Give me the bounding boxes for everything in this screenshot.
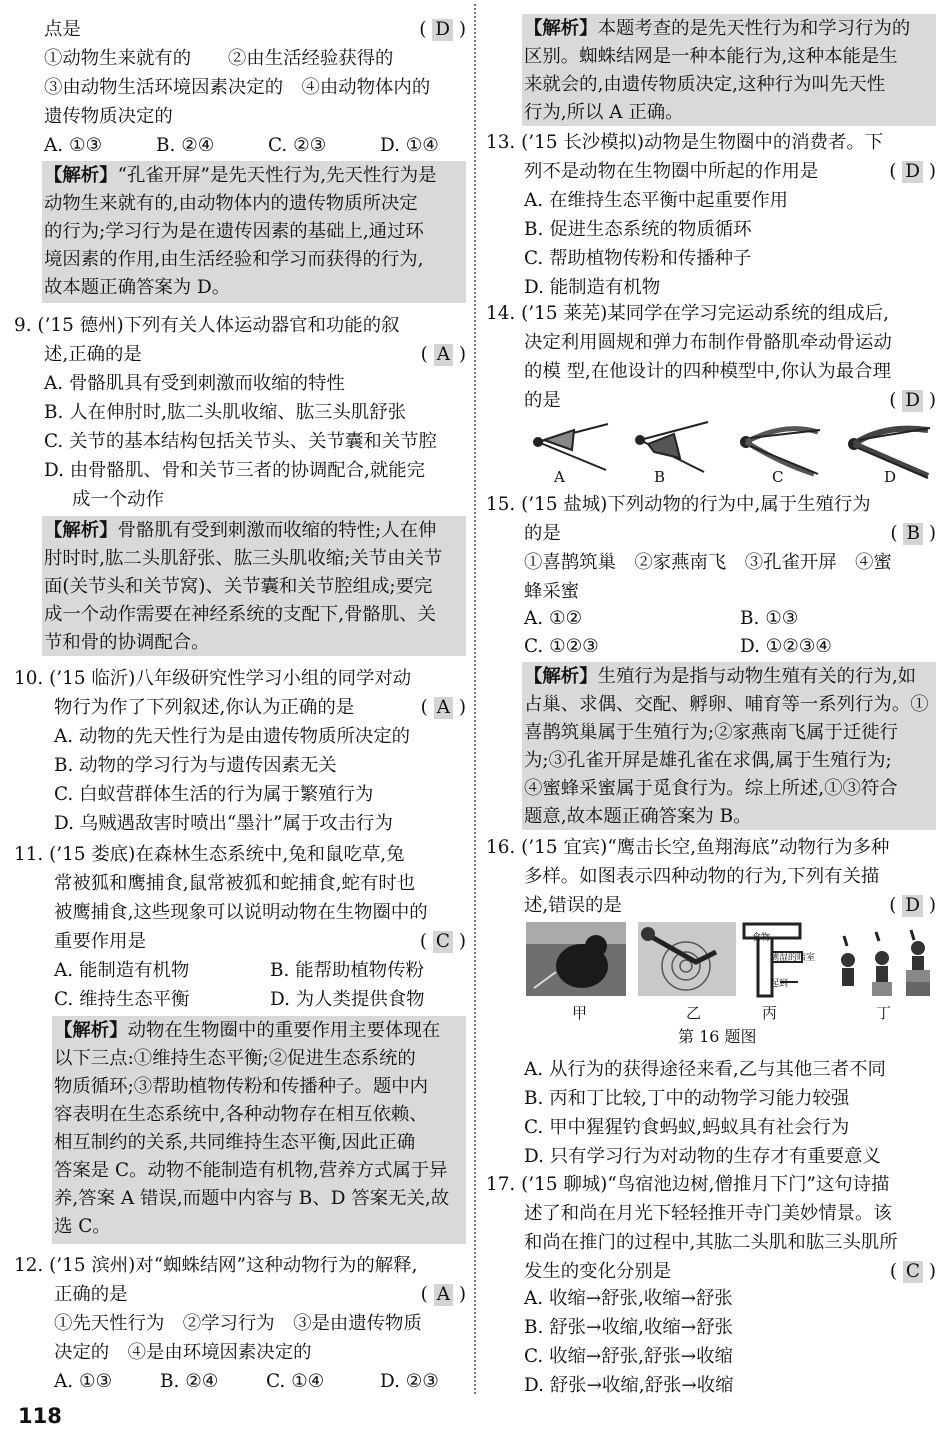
q16-figure-caption: 第 16 题图	[678, 1027, 757, 1046]
q8-stem-tail	[44, 15, 466, 44]
q11-stem-text: 重要作用是	[54, 931, 146, 952]
analysis-line: 行为,所以 A 正确。	[524, 102, 684, 123]
q14-answer-value: D	[902, 390, 923, 412]
q14-figure-compass-models	[524, 418, 936, 484]
q17-stem: 和尚在推门的过程中,其肱二头肌和肱三头肌所	[524, 1232, 898, 1253]
q16-stem: 16. (’15 宜宾)“鹰击长空,鱼翔海底”动物行为多种	[486, 837, 890, 858]
q16-figure-inner-text: 测湿的暗室	[770, 953, 816, 963]
q11-choice-d: D. 为人类提供食物	[270, 989, 425, 1010]
q14-stem-line4	[524, 386, 936, 415]
analysis-line: 养,答案 A 错误,而题中内容与 B、D 答案无关,故	[54, 1188, 450, 1209]
model-b-drawing	[636, 422, 708, 472]
q10-stem-text: 物行为作了下列叙述,你认为正确的是	[54, 697, 355, 718]
q17-option: A. 收缩→舒张,收缩→舒张	[524, 1288, 733, 1309]
analysis-tag: 【解析】	[524, 18, 598, 39]
q17-stem-text: 发生的变化分别是	[524, 1261, 672, 1282]
q8-options-line: 遗传物质决定的	[44, 106, 173, 127]
q8-options-line: ③由动物生活环境因素决定的 ④由动物体内的	[44, 77, 431, 98]
q13-answer: ( D )	[889, 161, 936, 182]
q16-figure-label-jia: 甲	[572, 1004, 588, 1022]
q10-option: D. 乌贼遇敌害时喷出“墨汁”属于攻击行为	[54, 813, 393, 834]
q16-figure-label-yi: 乙	[686, 1004, 702, 1022]
analysis-tag: 【解析】	[44, 520, 118, 541]
analysis-line: 成一个动作需要在神经系统的支配下,骨骼肌、关	[44, 604, 437, 625]
q8-answer: ( D )	[419, 19, 466, 40]
q16-figure-animal-behaviors	[526, 922, 936, 998]
q8-choices	[44, 131, 466, 160]
q11-choice-c: C. 维持生态平衡	[54, 989, 190, 1010]
analysis-line: 占巢、求偶、交配、孵卵、哺育等一系列行为。①	[524, 694, 929, 715]
figure-jia-chimp-fishing	[526, 922, 626, 996]
q14-figure-label-b: B	[654, 468, 666, 486]
q11-choice-b: B. 能帮助植物传粉	[270, 960, 424, 981]
q17-option: C. 收缩→舒张,舒张→收缩	[524, 1346, 733, 1367]
q10-answer: ( A )	[420, 697, 466, 718]
q12-stem: 12. (’15 滨州)对“蜘蛛结网”这种动物行为的解释,	[14, 1255, 418, 1276]
q14-answer: ( D )	[889, 390, 936, 411]
q15-choice-d: D. ①②③④	[740, 636, 832, 657]
q8-choice-a: A. ①③	[44, 135, 102, 156]
q9-option: 成一个动作	[72, 489, 164, 510]
q16-figure-label-bing: 丙	[762, 1004, 778, 1022]
q17-stem-line4	[524, 1257, 936, 1286]
q12-answer-value: A	[434, 1284, 453, 1306]
q15-answer-value: B	[903, 523, 923, 545]
analysis-line: 为;③孔雀开屏是雄孔雀在求偶,属于生殖行为;	[524, 750, 892, 771]
q16-figure-inner-text: 食物	[752, 933, 771, 943]
figure-yi-spider-web	[638, 922, 736, 996]
q16-option: C. 甲中猩猩钓食蚂蚁,蚂蚁具有社会行为	[524, 1117, 850, 1138]
analysis-line: 【解析】骨骼肌有受到刺激而收缩的特性;人在伸	[44, 520, 437, 541]
q17-option: B. 舒张→收缩,收缩→舒张	[524, 1317, 733, 1338]
q8-stem-text: 点是	[44, 19, 81, 40]
q12-stem-text: 正确的是	[54, 1284, 128, 1305]
q15-stem-line2	[524, 519, 936, 548]
q8-choice-d: D. ①④	[380, 135, 439, 156]
q14-stem-text: 的是	[524, 390, 561, 411]
analysis-line: 题意,故本题正确答案为 B。	[524, 806, 752, 827]
q13-answer-value: D	[902, 161, 923, 183]
figure-ding-chimps-boxes	[841, 930, 930, 996]
q16-stem-line3	[524, 891, 936, 920]
q8-answer-value: D	[432, 19, 453, 41]
q14-figure-label-c: C	[772, 468, 784, 486]
page-number: 118	[18, 1404, 62, 1428]
q8-options-line: ①动物生来就有的 ②由生活经验获得的	[44, 48, 394, 69]
q12-choice-c: C. ①④	[266, 1371, 325, 1392]
q17-stem: 17. (’15 聊城)“鸟宿池边树,僧推月下门”这句诗描	[486, 1174, 890, 1195]
q13-option: B. 促进生态系统的物质循环	[524, 219, 752, 240]
q16-answer: ( D )	[889, 895, 936, 916]
q11-stem: 11. (’15 娄底)在森林生态系统中,兔和鼠吃草,兔	[14, 844, 405, 865]
q11-choice-a: A. 能制造有机物	[54, 960, 190, 981]
q9-answer-value: A	[434, 344, 453, 366]
q14-stem: 决定利用圆规和弹力布制作骨骼肌牵动骨运动	[524, 332, 892, 353]
analysis-line: 动物生来就有的,由动物体内的遗传物质所决定	[44, 193, 418, 214]
analysis-tag: 【解析】	[524, 666, 598, 687]
q9-stem: 9. (’15 德州)下列有关人体运动器官和功能的叙	[14, 315, 400, 336]
analysis-line: 相互制约的关系,共同维持生态平衡,因此正确	[54, 1132, 416, 1153]
q15-choice-a: A. ①②	[524, 608, 582, 629]
q13-option: A. 在维持生态平衡中起重要作用	[524, 190, 789, 211]
analysis-tag: 【解析】	[44, 165, 118, 186]
analysis-line: 节和骨的协调配合。	[44, 632, 210, 653]
analysis-line: 选 C。	[54, 1216, 111, 1237]
q11-analysis-box	[52, 1016, 466, 1244]
q9-analysis-box	[42, 516, 466, 656]
analysis-line: 容表明在生态系统中,各种动物存在相互依赖、	[54, 1104, 428, 1125]
column-divider	[474, 4, 476, 1394]
q9-stem-line2	[44, 340, 466, 369]
q11-choices-row1	[54, 956, 466, 985]
q11-stem: 常被狐和鹰捕食,鼠常被狐和蛇捕食,蛇有时也	[54, 873, 416, 894]
q16-answer-value: D	[902, 895, 923, 917]
q12-analysis-box	[522, 14, 936, 126]
q10-option: C. 白蚁营群体生活的行为属于繁殖行为	[54, 784, 374, 805]
q12-stem-line2	[54, 1280, 466, 1309]
analysis-line: ④蜜蜂采蜜属于觅食行为。综上所述,①③符合	[524, 778, 898, 799]
analysis-line: 【解析】生殖行为是指与动物生殖有关的行为,如	[524, 666, 917, 687]
q12-options-line: ①先天性行为 ②学习行为 ③是由遗传物质	[54, 1313, 422, 1334]
q12-choice-b: B. ②④	[160, 1371, 219, 1392]
q15-answer: ( B )	[890, 523, 936, 544]
q16-figure-label-ding: 丁	[876, 1004, 892, 1022]
q8-choice-c: C. ②③	[268, 135, 327, 156]
q9-option: C. 关节的基本结构包括关节头、关节囊和关节腔	[44, 431, 437, 452]
q15-analysis-box	[522, 662, 936, 830]
analysis-line: 区别。蜘蛛结网是一种本能行为,这种本能是生	[524, 46, 898, 67]
analysis-line: 故本题正确答案为 D。	[44, 277, 231, 298]
q17-stem: 述了和尚在月光下轻轻推开寺门美妙情景。该	[524, 1203, 892, 1224]
q9-stem-text: 述,正确的是	[44, 344, 142, 365]
q15-options-line: ①喜鹊筑巢 ②家燕南飞 ③孔雀开屏 ④蜜	[524, 552, 892, 573]
q16-stem-text: 述,错误的是	[524, 895, 622, 916]
q15-options-line: 蜂采蜜	[524, 581, 580, 602]
q11-stem-line4	[54, 927, 466, 956]
analysis-line: 以下三点:①维持生态平衡;②促进生态系统的	[54, 1048, 416, 1069]
analysis-line: 肘时时,肱二头肌舒张、肱三头肌收缩;关节由关节	[44, 548, 443, 569]
q16-stem: 多样。如图表示四种动物的行为,下列有关描	[524, 866, 880, 887]
analysis-line: 【解析】本题考查的是先天性行为和学习行为的	[524, 18, 911, 39]
q12-choice-d: D. ②③	[380, 1371, 439, 1392]
analysis-line: 境因素的作用,由生活经验和学习而获得的行为,	[44, 249, 424, 270]
q14-figure-label-a: A	[554, 468, 565, 486]
q12-options-line: 决定的 ④是由环境因素决定的	[54, 1342, 312, 1363]
q10-option: A. 动物的先天性行为是由遗传物质所决定的	[54, 726, 411, 747]
q14-stem: 的模 型,在他设计的四种模型中,你认为最合理	[524, 361, 891, 382]
q15-stem: 15. (’15 盐城)下列动物的行为中,属于生殖行为	[486, 494, 871, 515]
q16-option: A. 从行为的获得途径来看,乙与其他三者不同	[524, 1059, 886, 1080]
q11-stem: 被鹰捕食,这些现象可以说明动物在生物圈中的	[54, 902, 428, 923]
q17-answer-value: C	[903, 1261, 923, 1283]
q16-option: D. 只有学习行为对动物的生存才有重要意义	[524, 1146, 881, 1167]
q15-stem-text: 的是	[524, 523, 561, 544]
q15-choice-c: C. ①②③	[524, 636, 599, 657]
analysis-line: 的行为;学习行为是在遗传因素的基础上,通过环	[44, 221, 424, 242]
q17-answer: ( C )	[889, 1261, 936, 1282]
q13-stem-line2	[524, 157, 936, 186]
q8-choice-b: B. ②④	[156, 135, 215, 156]
q10-answer-value: A	[434, 697, 453, 719]
analysis-line: 物质循环;③帮助植物传粉和传播种子。题中内	[54, 1076, 429, 1097]
analysis-line: 来就会的,由遗传物质决定,这种行为叫先天性	[524, 74, 886, 95]
analysis-line: 【解析】动物在生物圈中的重要作用主要体现在	[54, 1020, 441, 1041]
analysis-line: 喜鹊筑巢属于生殖行为;②家燕南飞属于迁徙行	[524, 722, 899, 743]
q10-stem-line2	[54, 693, 466, 722]
q15-choice-b: B. ①③	[740, 608, 799, 629]
analysis-line: 答案是 C。动物不能制造有机物,营养方式属于异	[54, 1160, 448, 1181]
q14-figure-label-d: D	[884, 468, 897, 486]
q12-choices	[54, 1367, 466, 1396]
q12-choice-a: A. ①③	[54, 1371, 112, 1392]
left-column	[14, 0, 466, 1400]
analysis-line: 【解析】“孔雀开屏”是先天性行为,先天性行为是	[44, 165, 437, 186]
q9-option: A. 骨骼肌具有受到刺激而收缩的特性	[44, 373, 345, 394]
q10-option: B. 动物的学习行为与遗传因素无关	[54, 755, 337, 776]
q9-answer: ( A )	[420, 344, 466, 365]
q11-answer: ( C )	[419, 931, 466, 952]
q15-choices-row1	[524, 604, 936, 633]
analysis-tag: 【解析】	[54, 1020, 128, 1041]
q12-answer: ( A )	[420, 1284, 466, 1305]
q9-option: D. 由骨骼肌、骨和关节三者的协调配合,就能完	[44, 460, 426, 481]
q15-choices-row2	[524, 632, 936, 661]
q16-figure-inner-text: 起到	[770, 979, 789, 989]
q13-stem-text: 列不是动物在生物圈中所起的作用是	[524, 161, 819, 182]
analysis-line: 面(关节头和关节窝)、关节囊和关节腔组成;要完	[44, 576, 433, 597]
q14-stem: 14. (’15 莱芜)某同学在学习完运动系统的组成后,	[486, 303, 890, 324]
model-a-drawing	[534, 424, 608, 470]
q13-option: C. 帮助植物传粉和传播种子	[524, 248, 752, 269]
q10-stem: 10. (’15 临沂)八年级研究性学习小组的同学对动	[14, 668, 412, 689]
q13-option: D. 能制造有机物	[524, 277, 661, 298]
q8-analysis-box	[42, 161, 466, 303]
q9-option: B. 人在伸肘时,肱二头肌收缩、肱三头肌舒张	[44, 402, 407, 423]
q17-option: D. 舒张→收缩,舒张→收缩	[524, 1375, 734, 1396]
right-column	[486, 0, 936, 1400]
q11-answer-value: C	[433, 931, 453, 953]
q16-option: B. 丙和丁比较,丁中的动物学习能力较强	[524, 1088, 850, 1109]
q11-choices-row2	[54, 985, 466, 1014]
q13-stem: 13. (’15 长沙模拟)动物是生物圈中的消费者。下	[486, 132, 884, 153]
